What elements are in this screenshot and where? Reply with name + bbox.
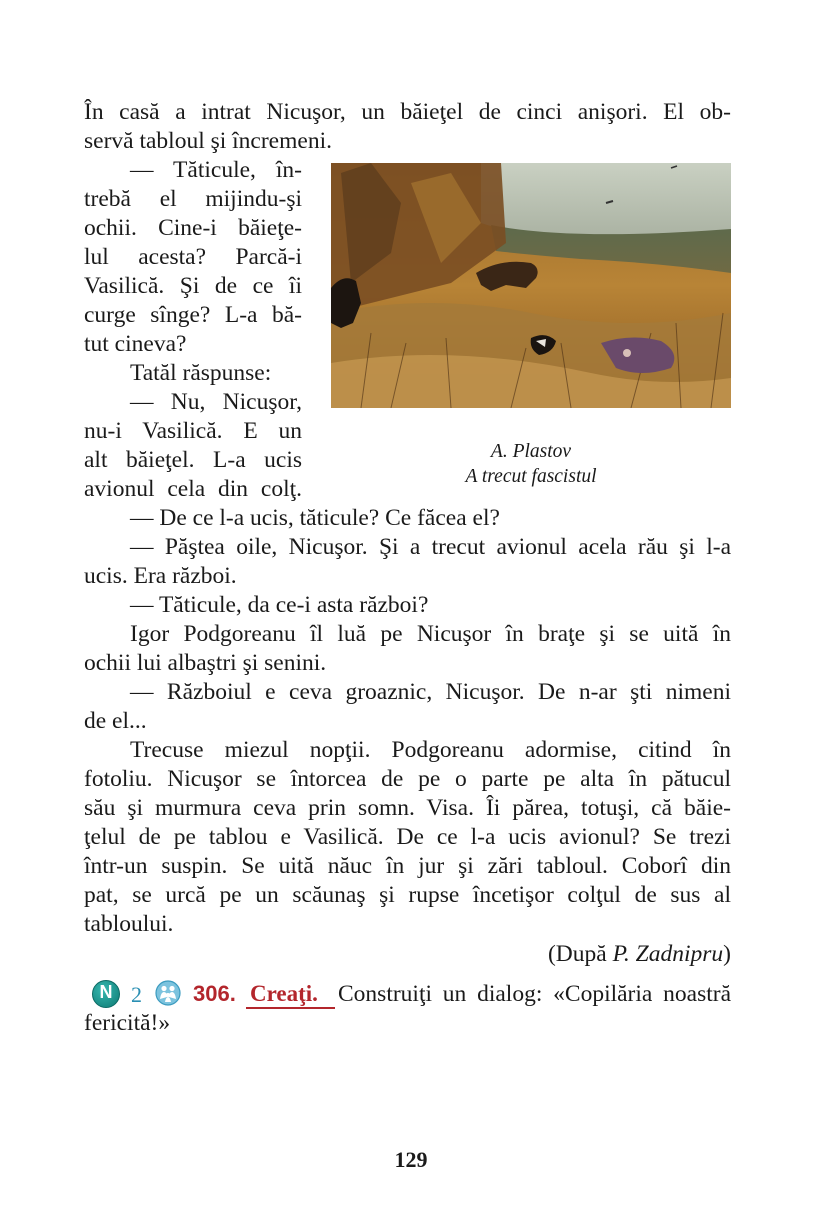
difficulty-level: 2 (131, 982, 142, 1007)
text-line: Igor Podgoreanu îl luă pe Nicuşor în braţe şi se uită în (130, 621, 731, 647)
group-work-icon (155, 980, 181, 1006)
task-number: 306. (193, 981, 236, 1006)
attribution-author: P. Zadnipru (612, 941, 724, 967)
text-line: — Tăticule, în- (130, 157, 302, 183)
text-line: Trecuse miezul nopţii. Podgoreanu adormise, citind în (130, 737, 731, 763)
text-line: tabloului. (84, 911, 174, 937)
text-line: ochii lui albaştri şi senini. (84, 650, 327, 676)
text-line: ucis. Era război. (84, 563, 237, 589)
text-line: nu-i Vasilică. E un (84, 418, 302, 444)
text-line: pat, se urcă pe un scăunaş şi rupse încetişor colţul de sus al (84, 882, 731, 908)
attribution-suffix: ) (723, 941, 731, 967)
task-instruction-continued: fericită!» (84, 1010, 171, 1036)
text-line: curge sînge? L-a bă- (84, 302, 302, 328)
task-keyword: Creaţi. (250, 981, 318, 1006)
text-line: de el... (84, 708, 147, 734)
text-line: trebă el mijindu-şi (84, 186, 302, 212)
text-line: ochii. Cine-i băieţe- (84, 215, 302, 241)
text-line: Vasilică. Şi de ce îi (84, 273, 302, 299)
text-line: — Războiul e ceva groaznic, Nicuşor. De n-ar şti nimeni (130, 679, 731, 705)
page-number: 129 (394, 1147, 428, 1172)
text-line: — Tăticule, da ce-i asta război? (130, 592, 429, 618)
painting-image (331, 163, 731, 408)
text-line: ţelul de pe tablou e Vasilică. De ce l-a ucis avionul? Se trezi (84, 824, 731, 850)
text-line: alt băieţel. L-a ucis (84, 447, 302, 473)
text-line: În casă a intrat Nicuşor, un băieţel de cinci anişori. El ob- (84, 99, 731, 125)
text-line: lul acesta? Parcă-i (84, 244, 302, 270)
text-line: Tatăl răspunse: (130, 360, 272, 386)
text-line: tut cineva? (84, 331, 187, 357)
badge-letter: N (99, 982, 113, 1002)
keyword-underline (246, 1007, 335, 1009)
text-line: — Păştea oile, Nicuşor. Şi a trecut avionul acela rău şi l-a (130, 534, 731, 560)
painting-caption-author: A. Plastov (490, 441, 572, 462)
text-line: — Nu, Nicuşor, (130, 389, 302, 415)
text-line: avionul cela din colţ. (84, 476, 302, 502)
attribution-prefix: (După (547, 941, 613, 967)
task-instruction: Construiţi un dialog: «Copilăria noastră (338, 981, 731, 1007)
text-line: — De ce l-a ucis, tăticule? Ce făcea el? (130, 505, 500, 531)
text-line: într-un suspin. Se uită năuc în jur şi zări tabloul. Coborî din (84, 853, 731, 879)
painting-caption-title: A trecut fascistul (465, 466, 597, 487)
text-line: său şi murmura ceva prin somn. Visa. Îi părea, totuşi, că băie- (84, 795, 731, 821)
source-attribution (548, 940, 731, 969)
text-line: fotoliu. Nicuşor se întorcea de pe o parte pe alta în pătucul (84, 766, 731, 792)
text-line: servă tabloul şi încremeni. (84, 128, 332, 154)
level-n-badge-icon (92, 980, 120, 1008)
